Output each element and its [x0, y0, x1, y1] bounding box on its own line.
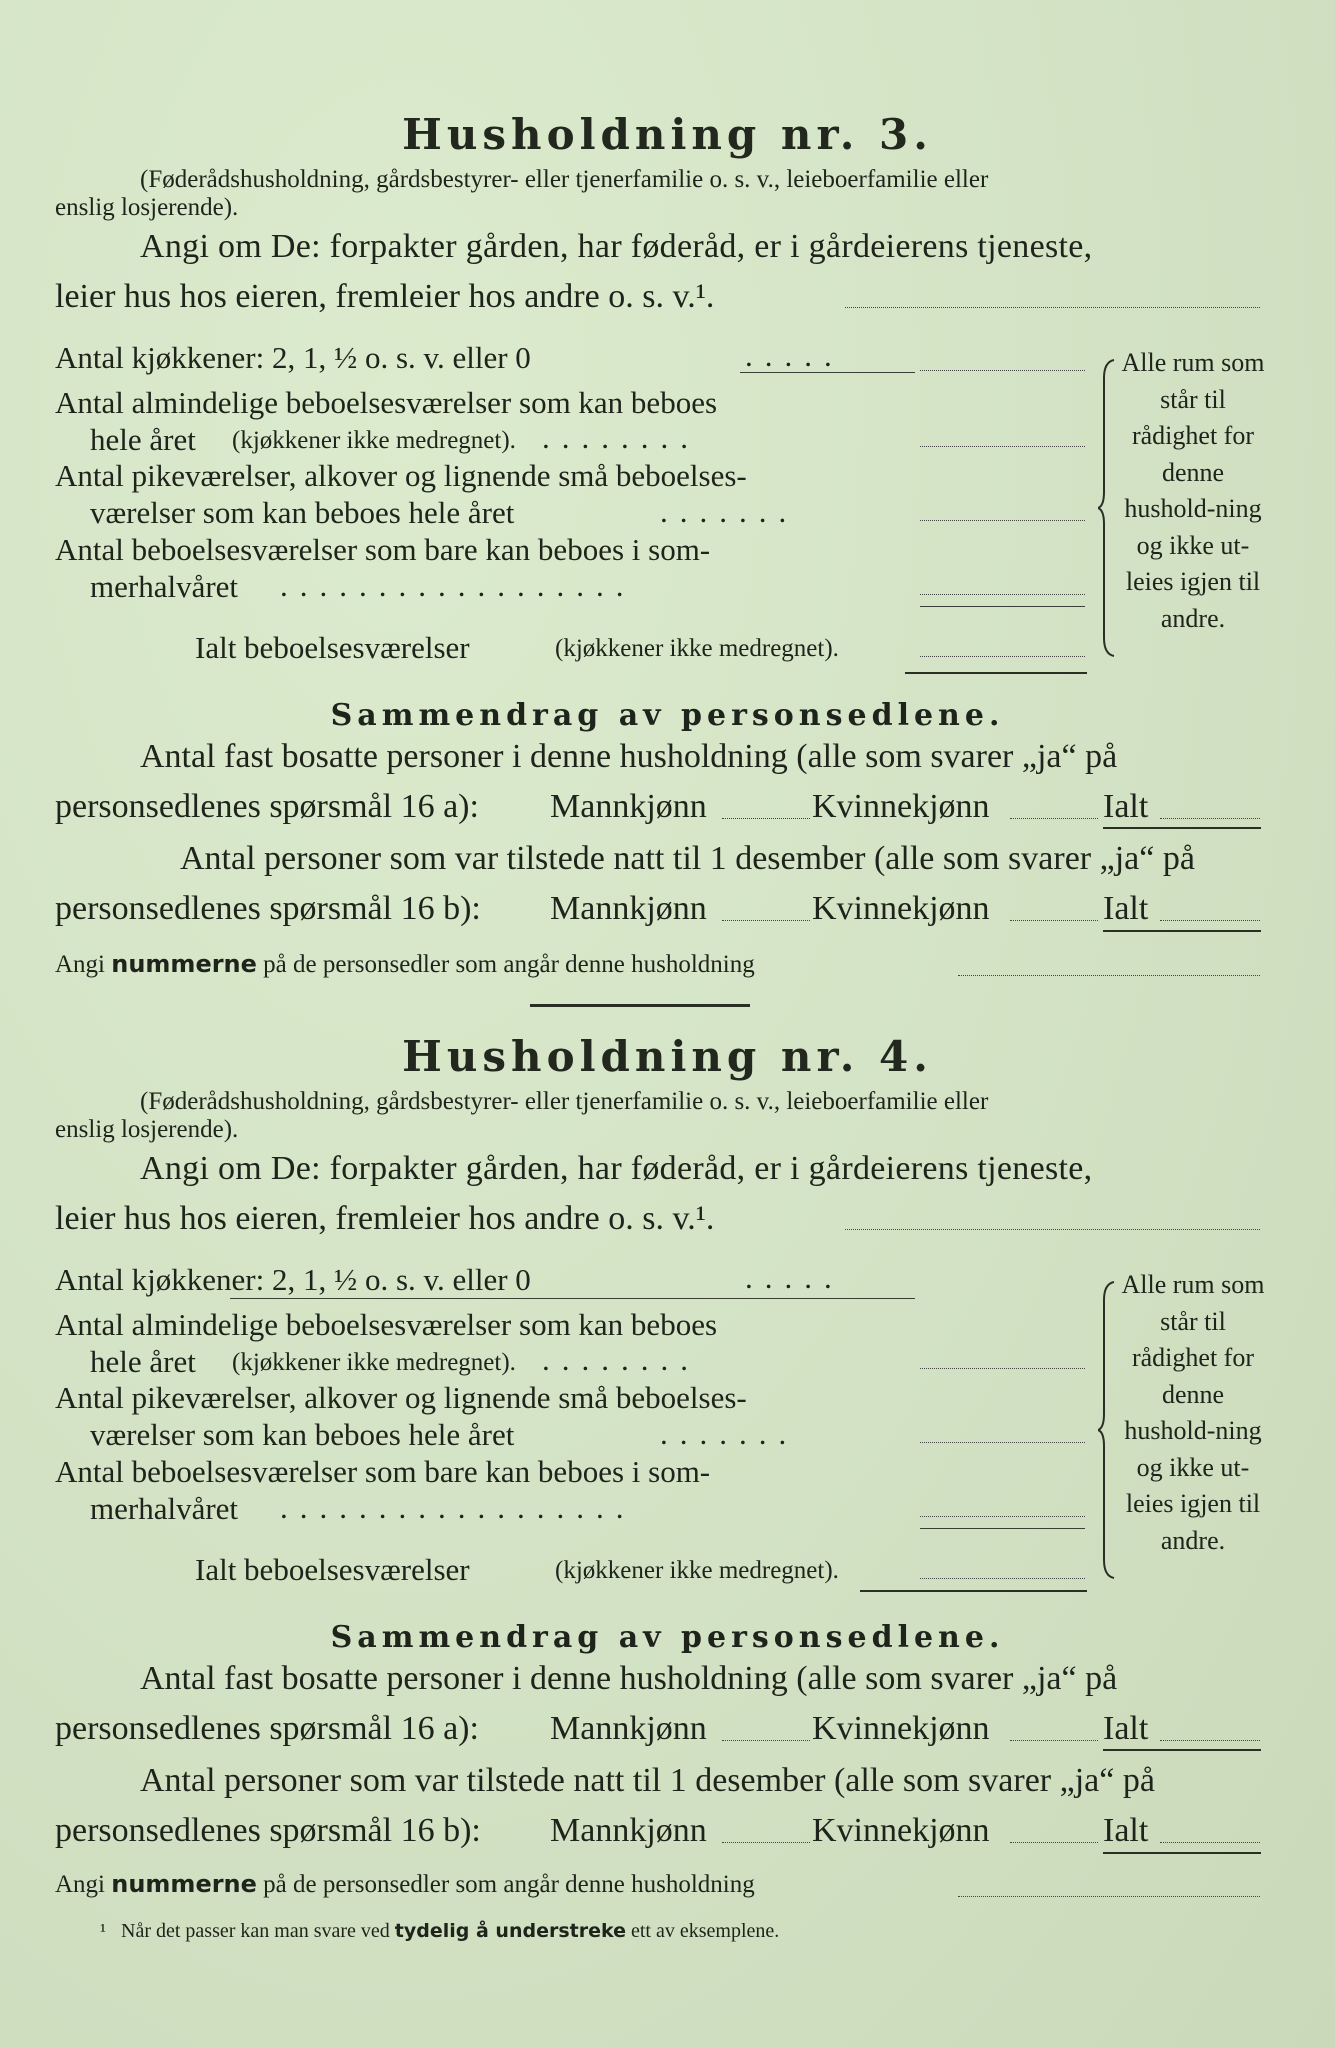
angi-line-1: Angi om De: forpakter gården, har føderåd, er i gårdeierens tjeneste, — [140, 228, 1093, 265]
resident-count-line-2: personsedlenes spørsmål 16 a): — [55, 788, 479, 825]
numbers-label-pre: Angi — [55, 951, 105, 978]
resident-female-field[interactable] — [1010, 1740, 1098, 1741]
household-section-4 — [0, 922, 1335, 1849]
present-male-field[interactable] — [722, 1842, 810, 1843]
total-rooms-note: (kjøkkener ikke medregnet). — [555, 635, 839, 662]
small-rooms-label-1: Antal pikeværelser, alkover og lignende små beboelses- — [55, 458, 747, 493]
resident-male-field[interactable] — [722, 818, 810, 819]
small-rooms-dots: ....... — [660, 1416, 799, 1451]
present-total-field[interactable] — [1160, 1842, 1260, 1843]
numbers-label-pre: Angi — [55, 1871, 105, 1898]
total-rooms-double-rule — [860, 1590, 1087, 1592]
female-label: Kvinnekjønn — [812, 1710, 990, 1747]
kitchens-dots: ..... — [745, 338, 844, 373]
total-rooms-note: (kjøkkener ikke medregnet). — [555, 1557, 839, 1584]
section-title: Husholdning nr. 4. — [402, 1032, 933, 1081]
summer-rooms-dots: .................. — [280, 568, 636, 603]
small-rooms-label-1: Antal pikeværelser, alkover og lignende små beboelses- — [55, 1380, 747, 1415]
numbers-answer-line[interactable] — [958, 1896, 1260, 1897]
total-rooms-double-rule — [905, 672, 1087, 674]
kitchens-answer-line[interactable] — [920, 370, 1085, 371]
numbers-label-post: på de personsedler som angår denne husholdning — [263, 1871, 755, 1898]
present-total-rule — [1103, 1852, 1261, 1854]
numbers-label-post: på de personsedler som angår denne husholdning — [263, 951, 755, 978]
angi-answer-line[interactable] — [845, 1229, 1260, 1230]
angi-answer-line[interactable] — [845, 307, 1260, 308]
resident-count-line-1: Antal fast bosatte personer i denne husholdning (alle som svarer „ja“ på — [140, 1660, 1118, 1697]
present-count-line-2: personsedlenes spørsmål 16 b): — [55, 1812, 481, 1849]
section-note-cont: enslig losjerende). — [55, 194, 239, 221]
footnote-text-bold: tydelig å understreke — [394, 1920, 626, 1942]
curly-bracket-icon — [1098, 358, 1118, 658]
total-rooms-label: Ialt beboelsesværelser — [195, 1552, 470, 1587]
ordinary-rooms-note: (kjøkkener ikke medregnet). — [232, 1349, 516, 1376]
angi-line-2: leier hus hos eieren, fremleier hos andre o. s. v.¹. — [55, 278, 715, 315]
present-count-line-1: Antal personer som var tilstede natt til 1 desember (alle som svarer „ja“ på — [180, 840, 1195, 877]
ordinary-rooms-dots: ........ — [542, 1342, 700, 1377]
present-count-line-2: personsedlenes spørsmål 16 b): — [55, 890, 481, 927]
household-section-3 — [0, 0, 1335, 927]
summary-title: Sammendrag av personsedlene. — [330, 1620, 1005, 1655]
total-label: Ialt — [1103, 1710, 1149, 1747]
angi-line-2: leier hus hos eieren, fremleier hos andre o. s. v.¹. — [55, 1200, 715, 1237]
small-rooms-label-2: værelser som kan beboes hele året — [90, 1417, 515, 1452]
kitchens-label: Antal kjøkkener: 2, 1, ½ o. s. v. eller 0 — [55, 1262, 531, 1297]
side-note: Alle rum som står til rådighet for denne hushold-ning og ikke ut-leies igjen til andre. — [1121, 1270, 1265, 1555]
present-male-field[interactable] — [722, 920, 810, 921]
ordinary-rooms-label-2: hele året — [90, 422, 196, 457]
total-rooms-label: Ialt beboelsesværelser — [195, 630, 470, 665]
female-label: Kvinnekjønn — [812, 890, 990, 927]
total-label: Ialt — [1103, 1812, 1149, 1849]
small-rooms-answer-line[interactable] — [920, 520, 1085, 521]
total-label: Ialt — [1103, 788, 1149, 825]
ordinary-rooms-note: (kjøkkener ikke medregnet). — [232, 427, 516, 454]
ordinary-rooms-answer-line[interactable] — [920, 446, 1085, 447]
total-rooms-answer-line[interactable] — [920, 1578, 1085, 1579]
summer-rooms-label-1: Antal beboelsesværelser som bare kan beboes i som- — [55, 532, 711, 567]
total-rooms-answer-line[interactable] — [920, 656, 1085, 657]
side-note: Alle rum som står til rådighet for denne hushold-ning og ikke ut-leies igjen til andre. — [1121, 348, 1265, 633]
curly-bracket-icon — [1098, 1280, 1118, 1580]
resident-total-rule — [1103, 827, 1261, 829]
male-label: Mannkjønn — [550, 1812, 707, 1849]
footnote-mark: ¹ — [100, 1920, 106, 1942]
present-female-field[interactable] — [1010, 920, 1098, 921]
section-note: (Føderådshusholdning, gårdsbestyrer- eller tjenerfamilie o. s. v., leieboerfamilie eller — [140, 1088, 989, 1115]
present-total-field[interactable] — [1160, 920, 1260, 921]
summer-rooms-label-2: merhalvåret — [90, 1491, 239, 1526]
present-female-field[interactable] — [1010, 1842, 1098, 1843]
ordinary-rooms-answer-line[interactable] — [920, 1368, 1085, 1369]
resident-male-field[interactable] — [722, 1740, 810, 1741]
summary-title: Sammendrag av personsedlene. — [330, 698, 1005, 733]
numbers-label-bold: nummerne — [111, 950, 257, 978]
section-note-cont: enslig losjerende). — [55, 1116, 239, 1143]
sum-rule — [920, 606, 1085, 607]
ordinary-rooms-label-2: hele året — [90, 1344, 196, 1379]
kitchens-label: Antal kjøkkener: 2, 1, ½ o. s. v. eller 0 — [55, 340, 531, 375]
resident-count-line-1: Antal fast bosatte personer i denne husholdning (alle som svarer „ja“ på — [140, 738, 1118, 775]
footnote-text-pre: Når det passer kan man svare ved — [121, 1920, 390, 1942]
ordinary-rooms-label-1: Antal almindelige beboelsesværelser som kan beboes — [55, 1307, 718, 1342]
numbers-line — [55, 1870, 755, 1899]
female-label: Kvinnekjønn — [812, 1812, 990, 1849]
angi-line-1: Angi om De: forpakter gården, har føderåd, er i gårdeierens tjeneste, — [140, 1150, 1093, 1187]
small-rooms-label-2: værelser som kan beboes hele året — [90, 495, 515, 530]
summer-rooms-answer-line[interactable] — [920, 594, 1085, 595]
small-rooms-dots: ....... — [660, 494, 799, 529]
section-note: (Føderådshusholdning, gårdsbestyrer- eller tjenerfamilie o. s. v., leieboerfamilie eller — [140, 166, 989, 193]
female-label: Kvinnekjønn — [812, 788, 990, 825]
present-count-line-1: Antal personer som var tilstede natt til 1 desember (alle som svarer „ja“ på — [140, 1762, 1155, 1799]
numbers-label-bold: nummerne — [111, 1870, 257, 1898]
male-label: Mannkjønn — [550, 788, 707, 825]
summer-rooms-label-1: Antal beboelsesværelser som bare kan beboes i som- — [55, 1454, 711, 1489]
small-rooms-answer-line[interactable] — [920, 1442, 1085, 1443]
summer-rooms-label-2: merhalvåret — [90, 569, 239, 604]
resident-total-field[interactable] — [1160, 1740, 1260, 1741]
resident-count-line-2: personsedlenes spørsmål 16 a): — [55, 1710, 479, 1747]
male-label: Mannkjønn — [550, 890, 707, 927]
footnote — [100, 1920, 779, 1943]
footnote-text-post: ett av eksemplene. — [630, 1920, 780, 1942]
ordinary-rooms-label-1: Antal almindelige beboelsesværelser som kan beboes — [55, 385, 718, 420]
male-label: Mannkjønn — [550, 1710, 707, 1747]
resident-female-field[interactable] — [1010, 818, 1098, 819]
total-label: Ialt — [1103, 890, 1149, 927]
section-title: Husholdning nr. 3. — [402, 110, 933, 159]
resident-total-field[interactable] — [1160, 818, 1260, 819]
kitchens-underline — [230, 1298, 915, 1299]
kitchens-underline — [740, 372, 915, 373]
sum-rule — [920, 1528, 1085, 1529]
ordinary-rooms-dots: ........ — [542, 420, 700, 455]
kitchens-dots: ..... — [745, 1260, 844, 1295]
summer-rooms-dots: .................. — [280, 1490, 636, 1525]
resident-total-rule — [1103, 1749, 1261, 1751]
summer-rooms-answer-line[interactable] — [920, 1516, 1085, 1517]
